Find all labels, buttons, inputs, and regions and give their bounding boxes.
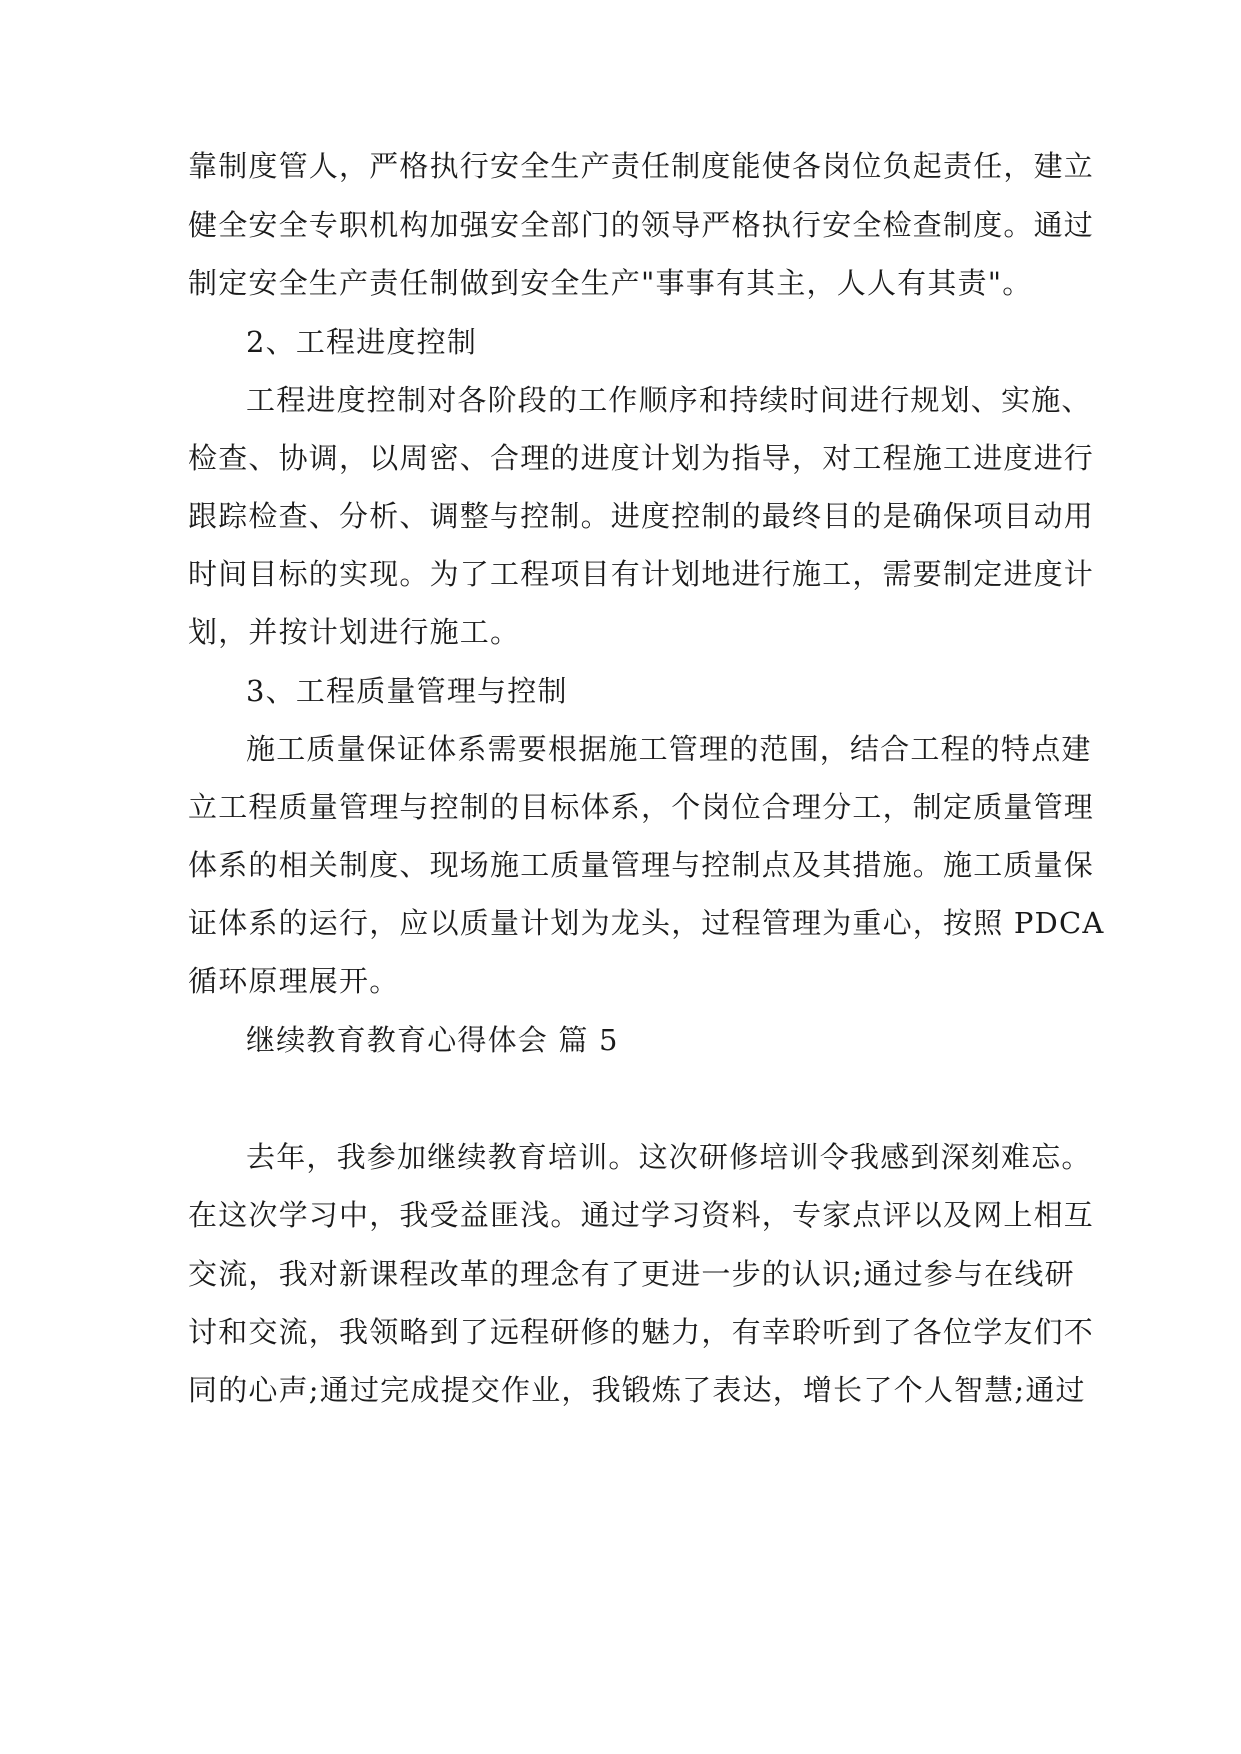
paragraph-line: 靠制度管人，严格执行安全生产责任制度能使各岗位负起责任，建立 xyxy=(188,149,1095,183)
paragraph-line: 制定安全生产责任制做到安全生产"事事有其主，人人有其责"。 xyxy=(188,266,1033,300)
paragraph-line: 在这次学习中，我受益匪浅。通过学习资料，专家点评以及网上相互 xyxy=(188,1198,1095,1232)
paragraph-line: 循环原理展开。 xyxy=(188,964,400,998)
paragraph-line: 健全安全专职机构加强安全部门的领导严格执行安全检查制度。通过 xyxy=(188,208,1095,242)
paragraph-line: 时间目标的实现。为了工程项目有计划地进行施工，需要制定进度计 xyxy=(188,557,1095,591)
paragraph-line: 体系的相关制度、现场施工质量管理与控制点及其措施。施工质量保 xyxy=(188,848,1095,882)
section-heading-quality-control: 3、工程质量管理与控制 xyxy=(246,674,568,708)
paragraph-line: 工程进度控制对各阶段的工作顺序和持续时间进行规划、实施、 xyxy=(246,383,1092,417)
paragraph-line: 同的心声;通过完成提交作业，我锻炼了表达，增长了个人智慧;通过 xyxy=(188,1373,1086,1407)
paragraph-line: 交流，我对新课程改革的理念有了更进一步的认识;通过参与在线研 xyxy=(188,1257,1075,1291)
paragraph-line: 讨和交流，我领略到了远程研修的魅力，有幸聆听到了各位学友们不 xyxy=(188,1315,1095,1349)
paragraph-line: 跟踪检查、分析、调整与控制。进度控制的最终目的是确保项目动用 xyxy=(188,499,1095,533)
paragraph-line: 检查、协调，以周密、合理的进度计划为指导，对工程施工进度进行 xyxy=(188,441,1095,475)
paragraph-line: 证体系的运行，应以质量计划为龙头，过程管理为重心，按照 PDCA xyxy=(188,906,1105,940)
paragraph-line: 立工程质量管理与控制的目标体系，个岗位合理分工，制定质量管理 xyxy=(188,790,1095,824)
article-section-title: 继续教育教育心得体会 篇 5 xyxy=(246,1023,619,1057)
section-heading-schedule-control: 2、工程进度控制 xyxy=(246,325,478,359)
paragraph-line: 施工质量保证体系需要根据施工管理的范围，结合工程的特点建 xyxy=(246,732,1092,766)
paragraph-line: 去年，我参加继续教育培训。这次研修培训令我感到深刻难忘。 xyxy=(246,1140,1092,1174)
paragraph-line: 划，并按计划进行施工。 xyxy=(188,615,521,649)
